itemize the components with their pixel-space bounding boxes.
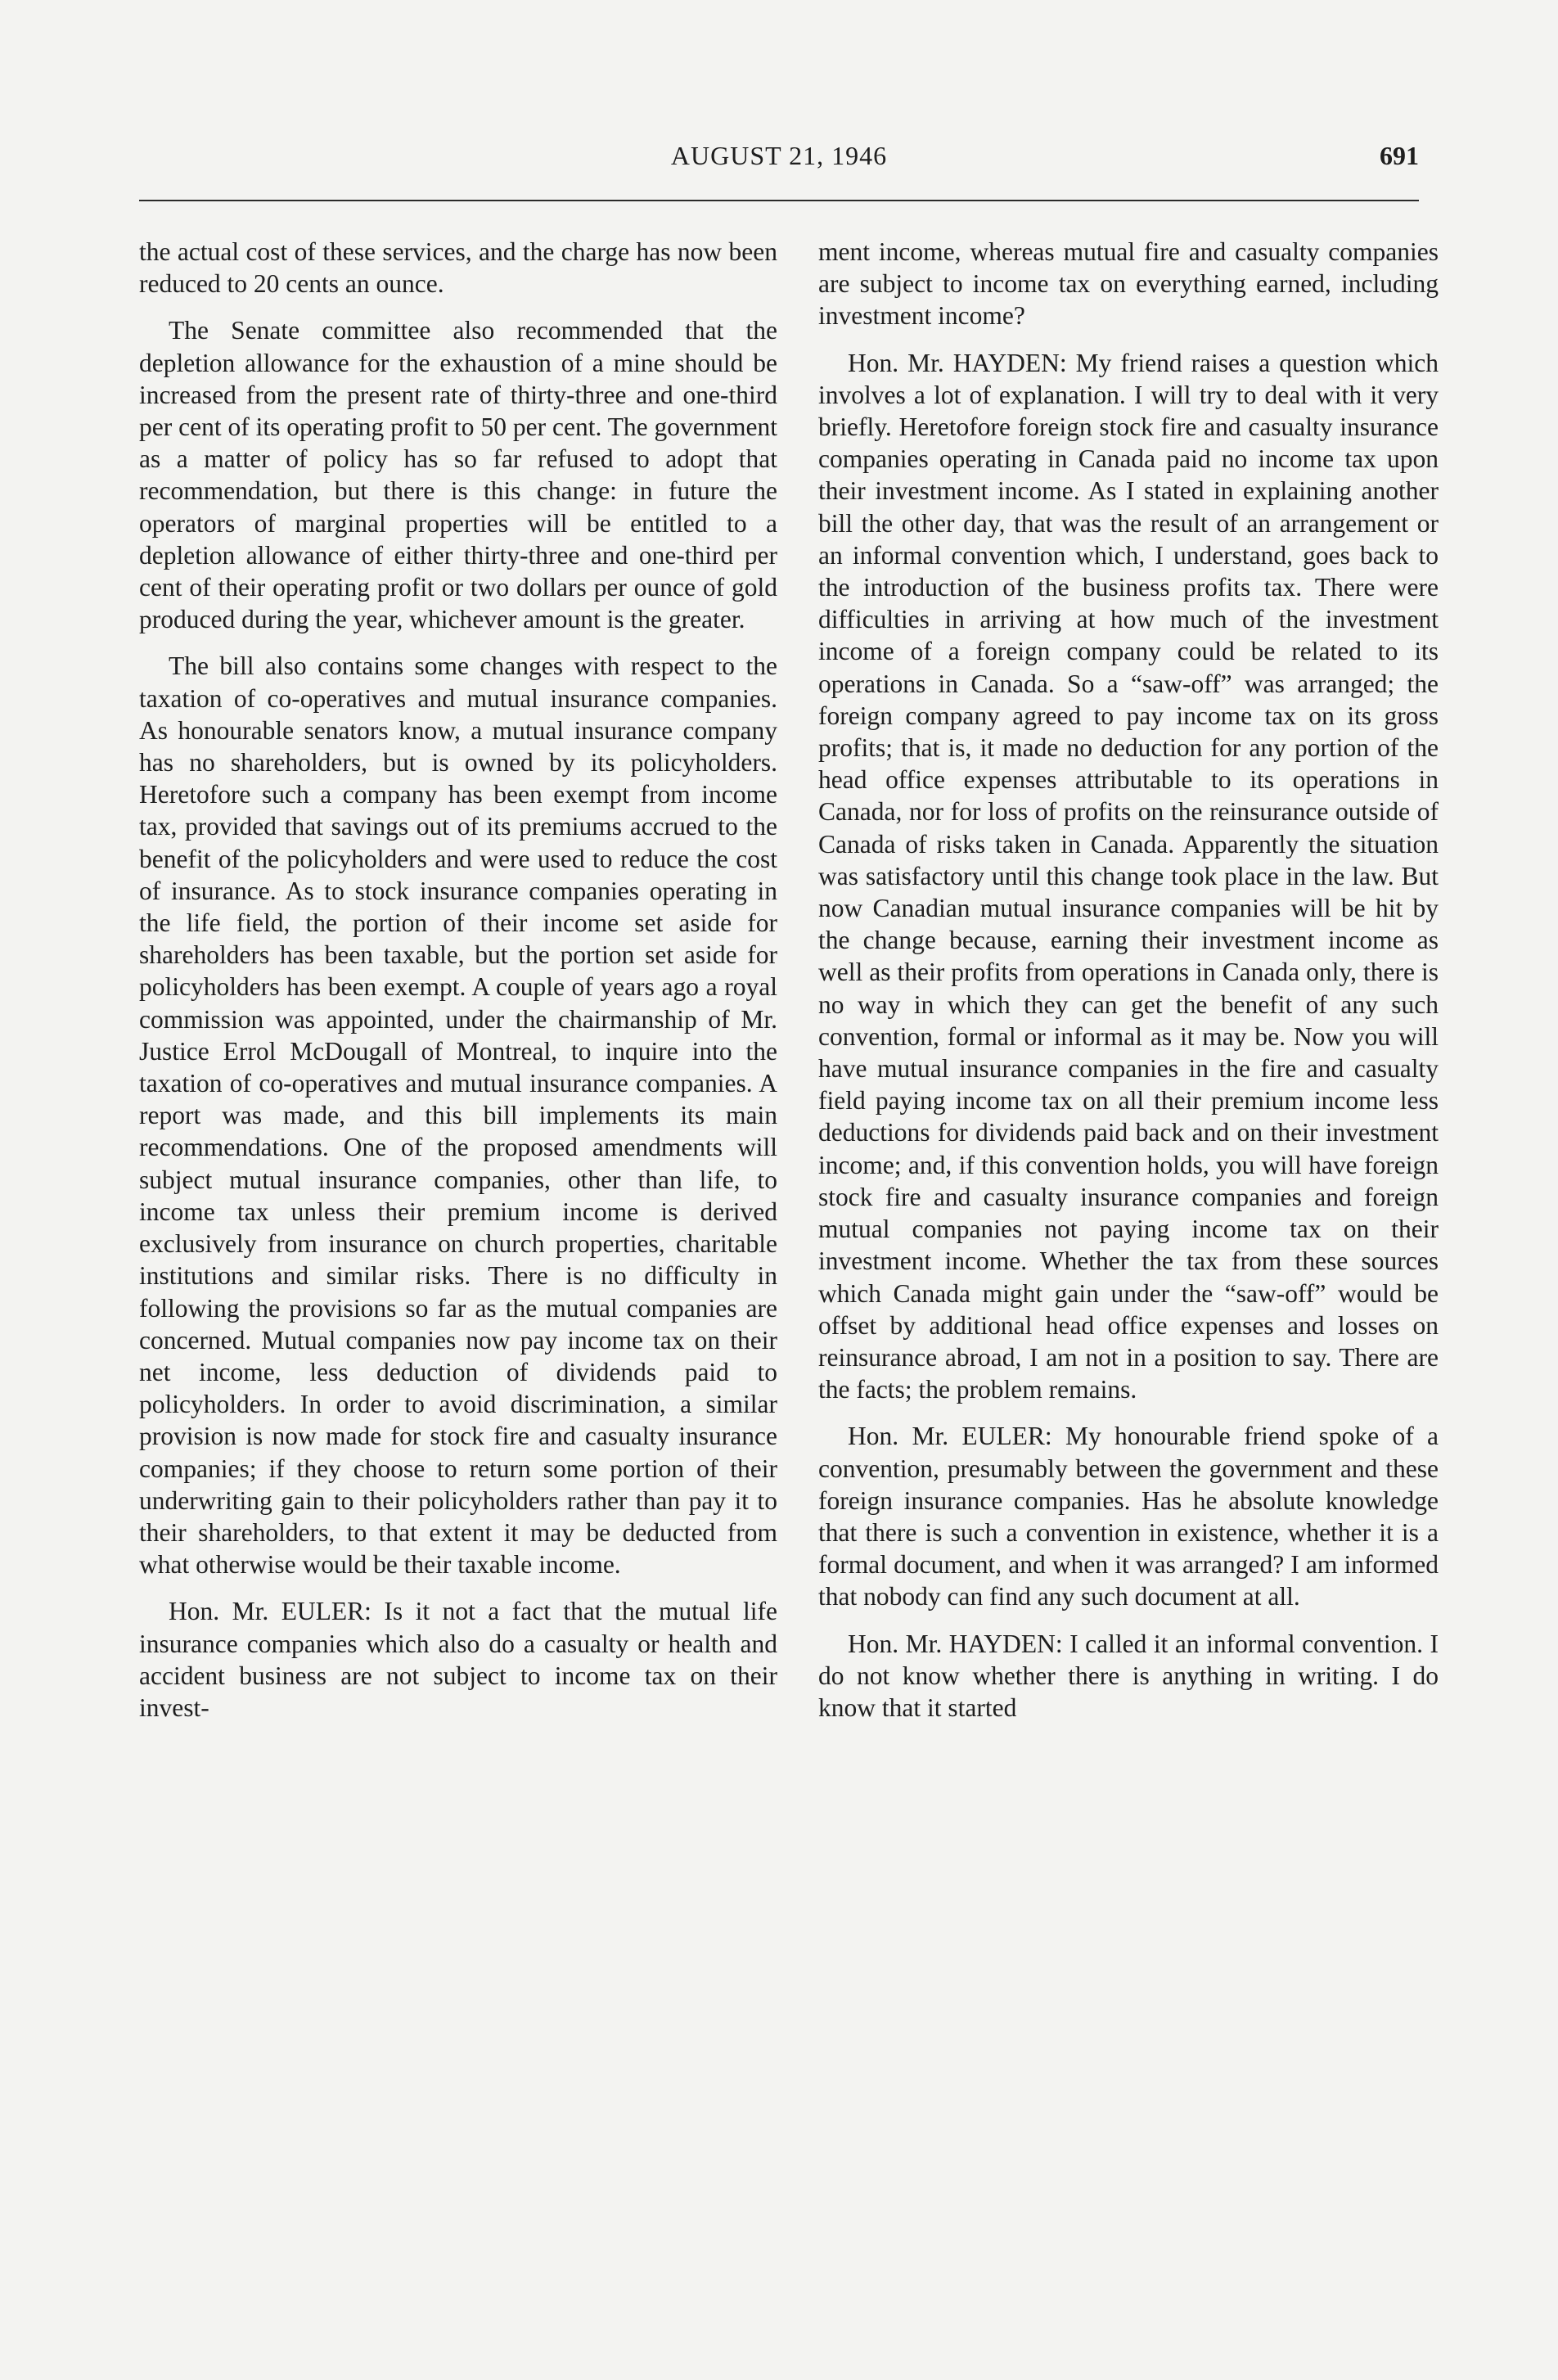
paragraph: Hon. Mr. HAYDEN: My friend raises a question which involves a lot of explanation. I will try to deal with it very briefly. Heretofore foreign stock fire and casualty insurance companies operating in Canada paid no income tax upon their investment income. As I stated in explaining another bill the other day, that was the result of an arrangement or an informal convention which, I understand, goes back to the introduction of the business profits tax. There were difficulties in arriving at how much of the investment income of a foreign company could be related to its operations in Canada. So a “saw-off” was arranged; the foreign company agreed to pay income tax on its gross profits; that is, it made no deduction for any portion of the head office expenses attributable to its operations in Canada, nor for loss of profits on the reinsurance outside of Canada of risks taken in Canada. Apparently the situation was satisfactory until this change took place in the law. But now Canadian mutual insurance companies will be hit by the change because, earning their investment income as well as their profits from operations in Canada only, there is no way in which they can get the benefit of any such convention, formal or informal as it may be. Now you will have mutual insurance companies in the fire and casualty field paying income tax on all their premium income less deductions for dividends paid back and on their investment income; and, if this convention holds, you will have foreign stock fire and casualty insurance companies and foreign mutual companies not paying income tax on their investment income. Whether the tax from these sources which Canada might gain under the “saw-off” would be offset by additional head office expenses and losses on reinsurance abroad, I am not in a position to say. There are the facts; the problem remains. [818, 348, 1439, 1404]
page-number: 691 [1380, 141, 1419, 170]
header-divider [139, 200, 1419, 201]
paragraph: The Senate committee also recommended that the depletion allowance for the exhaustion of a mine should be increased from the present rate of thirty-three and one-third per cent of its operating profit to 50 per cent. The government as a matter of policy has so far refused to adopt that recommendation, but there is this change: in future the operators of marginal properties will be entitled to a depletion allowance of either thirty-three and one-third per cent of their operating profit or two dollars per ounce of gold produced during the year, whichever amount is the greater. [139, 316, 777, 634]
paragraph: The bill also contains some changes with respect to the taxation of co-operatives and mutual insurance companies. As honourable senators know, a mutual insurance company has no shareholders, but is owned by its policyholders. Heretofore such a company has been exempt from income tax, provided that savings out of its premiums accrued to the benefit of the policyholders and were used to reduce the cost of insurance. As to stock insurance companies operating in the life field, the portion of their income set aside for shareholders has been taxable, but the portion set aside for policyholders has been exempt. A couple of years ago a royal commission was appointed, under the chairmanship of Mr. Justice Errol McDougall of Montreal, to inquire into the taxation of co-operatives and mutual insurance companies. A report was made, and this bill implements its main recommendations. One of the proposed amendments will subject mutual insurance companies, other than life, to income tax unless their premium income is derived exclusively from insurance on church properties, charitable institutions and similar risks. There is no difficulty in following the provisions so far as the mutual companies are concerned. Mutual companies now pay income tax on their net income, less deduction of dividends paid to policyholders. In order to avoid discrimination, a similar provision is now made for stock fire and casualty insurance companies; if they choose to return some portion of their underwriting gain to their policyholders rather than pay it to their shareholders, to that extent it may be deducted from what otherwise would be their taxable income. [139, 651, 777, 1580]
left-column [139, 236, 777, 1738]
right-column [818, 236, 1439, 1738]
page-date: AUGUST 21, 1946 [670, 141, 888, 170]
paragraph: Hon. Mr. EULER: My honourable friend spoke of a convention, presumably between the government and these foreign insurance companies. Has he absolute knowledge that there is such a convention in existence, whether it is a formal document, and when it was arranged? I am informed that nobody can find any such document at all. [818, 1422, 1439, 1611]
paragraph: Hon. Mr. HAYDEN: I called it an informal convention. I do not know whether there is anything in writing. I do know that it started [818, 1629, 1439, 1722]
paragraph: the actual cost of these services, and the charge has now been reduced to 20 cents an ounce. [139, 237, 777, 299]
page-header [139, 141, 1419, 182]
paragraph: Hon. Mr. EULER: Is it not a fact that the mutual life insurance companies which also do a casualty or health and accident business are not subject to income tax on their invest- [139, 1597, 777, 1722]
paragraph: ment income, whereas mutual fire and casualty companies are subject to income tax on everything earned, including investment income? [818, 237, 1439, 331]
